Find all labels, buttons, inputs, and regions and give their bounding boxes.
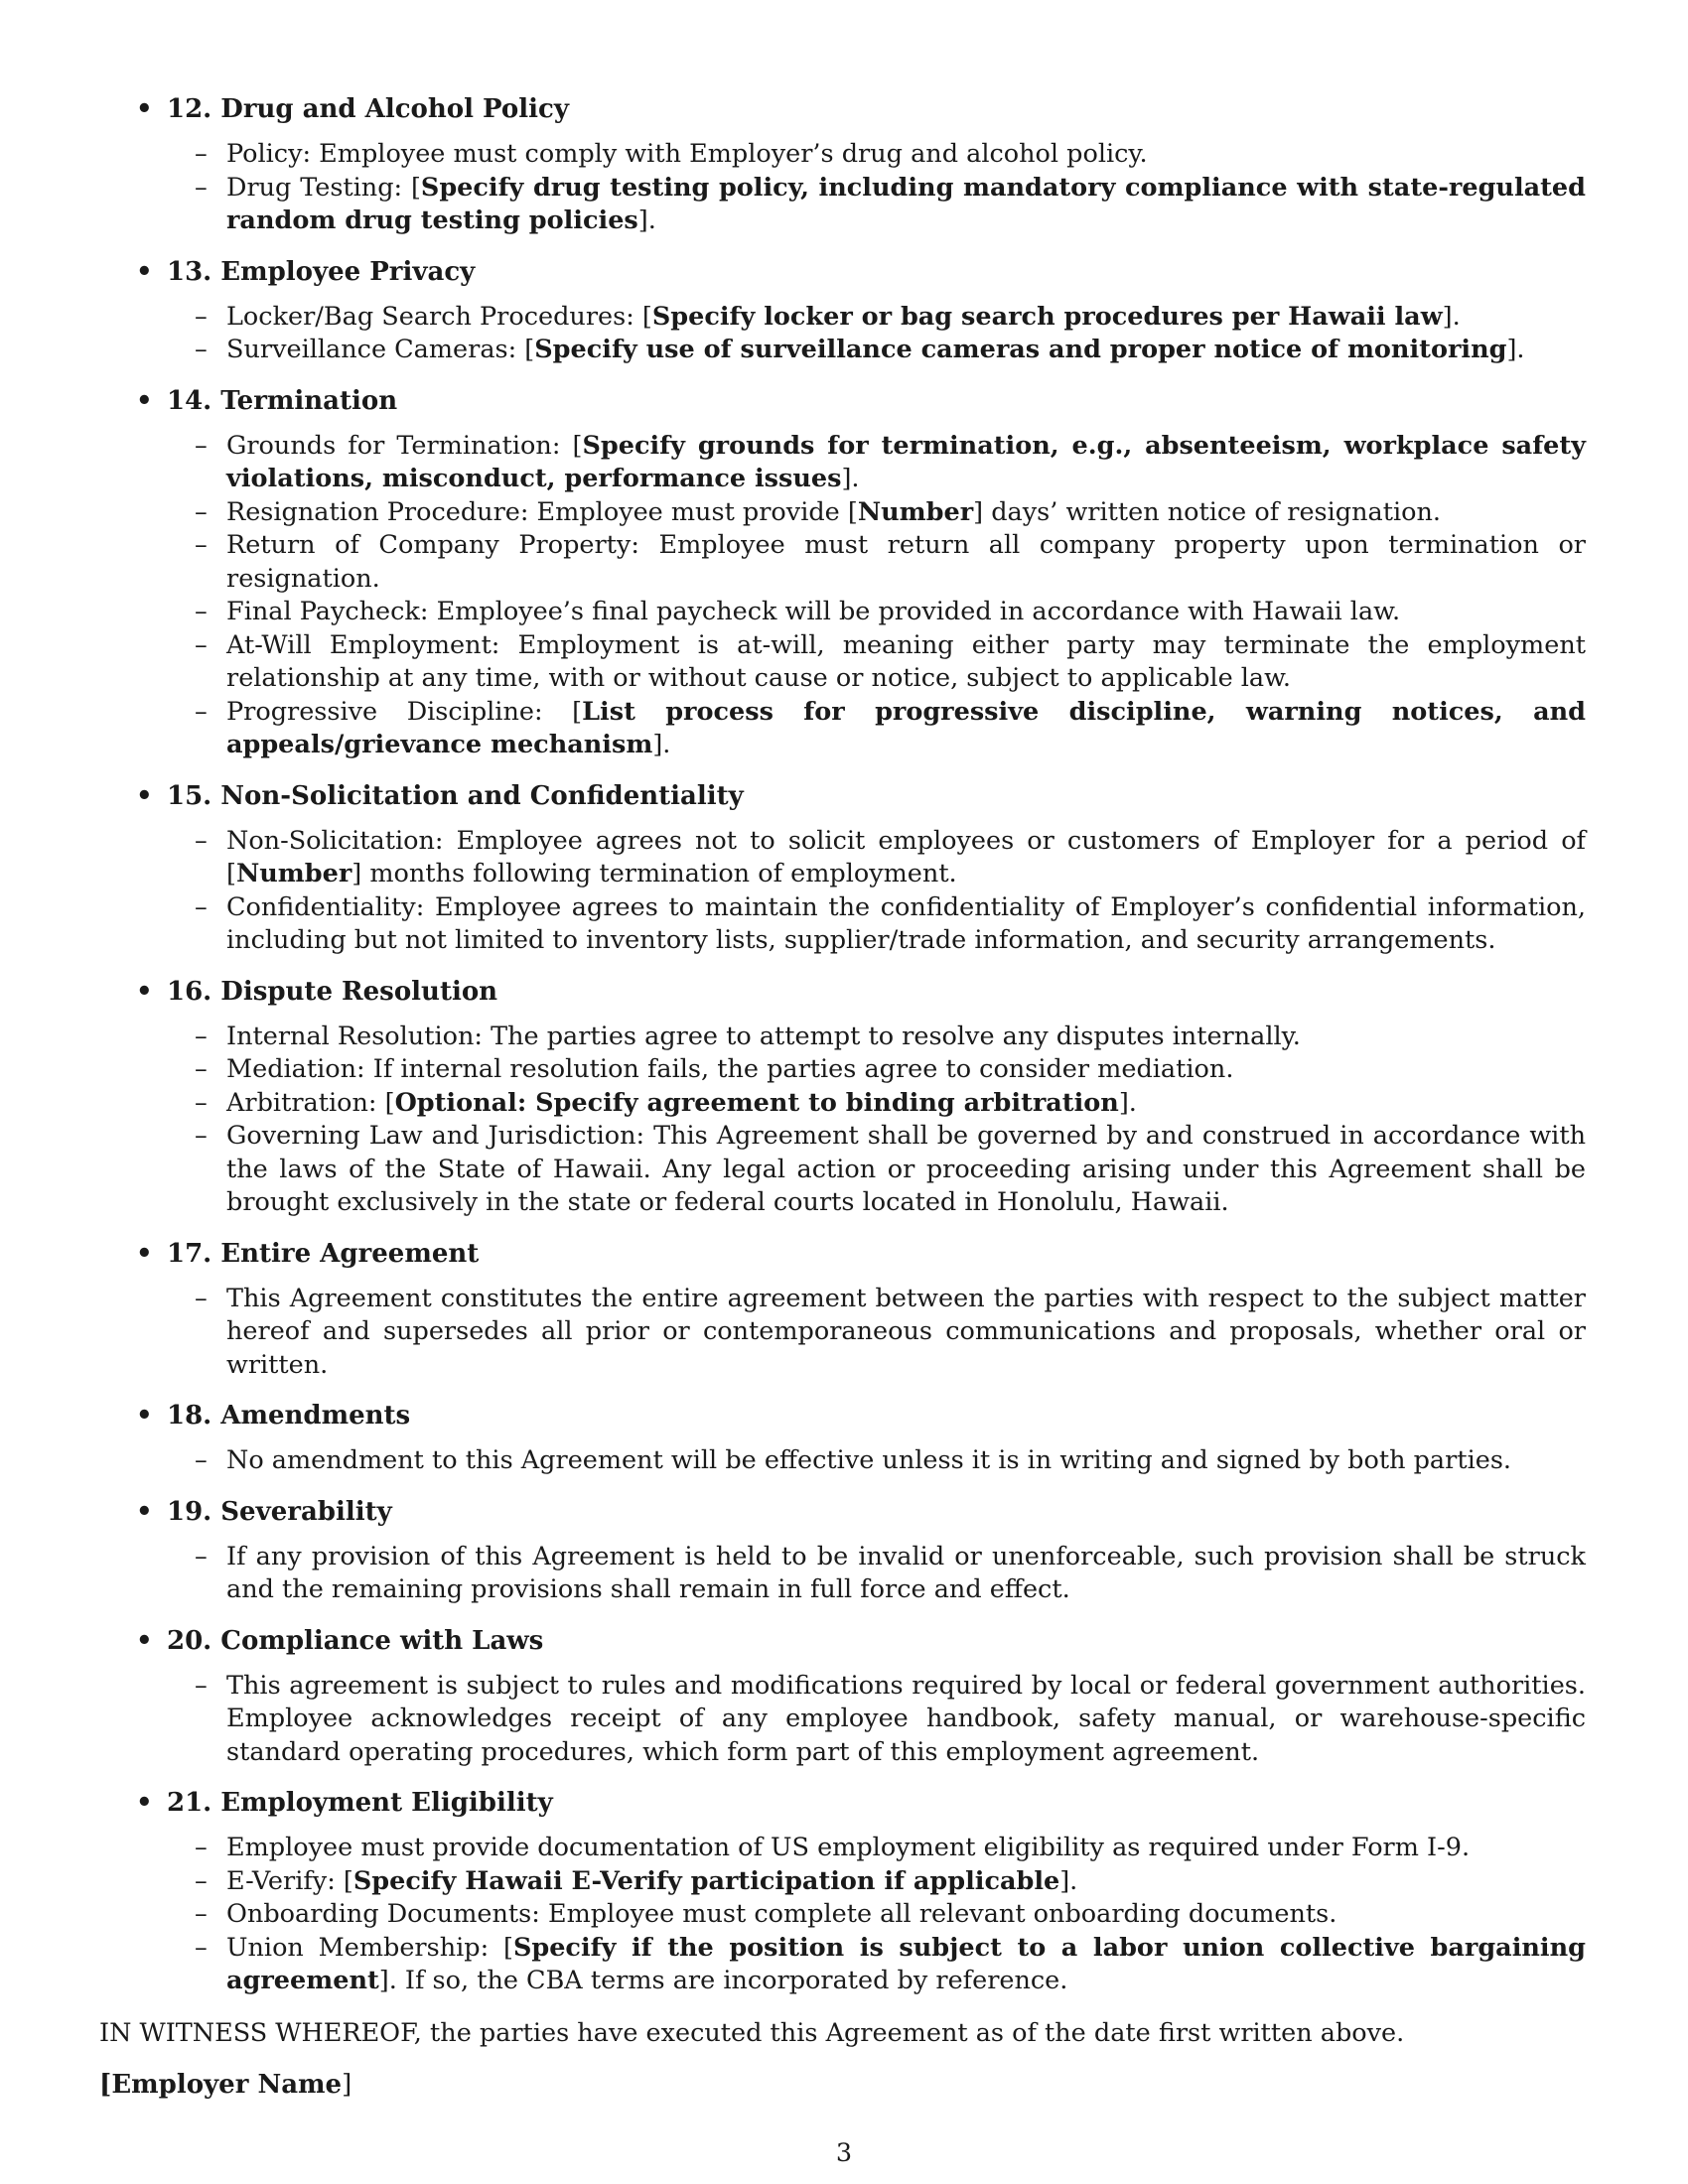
section-title: 20. Compliance with Laws — [167, 1625, 544, 1656]
placeholder-text: List process for progressive discipline, warning notices, and appeals/grievance mechanism — [226, 696, 1587, 759]
item-text: Resignation Procedure: Employee must provide [ — [226, 496, 858, 527]
item-text: ]. — [1059, 1865, 1078, 1896]
section-heading — [99, 1398, 1586, 1433]
dash-icon: – — [195, 301, 208, 332]
item-text: Locker/Bag Search Procedures: [ — [226, 301, 652, 332]
item-text: Policy: Employee must comply with Employer’s drug and alcohol policy. — [226, 139, 1148, 169]
dash-icon: – — [195, 1670, 208, 1701]
bullet-icon: • — [136, 780, 153, 811]
list-item — [99, 1670, 1586, 1770]
dash-icon: – — [195, 335, 208, 364]
placeholder-text: Specify use of surveillance cameras and proper notice of monitoring — [534, 335, 1507, 364]
employer-bracket-open: [ — [99, 2069, 112, 2100]
item-text: Drug Testing: [ — [226, 172, 421, 203]
bullet-icon: • — [136, 1496, 153, 1527]
dash-icon: – — [195, 629, 208, 660]
list-item — [99, 1283, 1586, 1383]
item-text: Surveillance Cameras: [ — [226, 335, 535, 364]
item-text: Governing Law and Jurisdiction: This Agreement shall be governed by and construed in accordance with the laws of the State of Hawaii. Any legal action or proceeding arising under this Agreement shall be brought exclusively in the state or federal courts located in Honolulu, Hawaii. — [226, 1121, 1586, 1217]
item-text: Mediation: If internal resolution fails, the parties agree to consider mediation. — [226, 1054, 1234, 1084]
section — [99, 1623, 1586, 1770]
list-item — [99, 629, 1586, 696]
section-items — [99, 301, 1586, 367]
item-text: At-Will Employment: Employment is at-will, meaning either party may terminate the employment relationship at any time, with or without cause or notice, subject to applicable law. — [226, 629, 1586, 693]
item-text: Internal Resolution: The parties agree to attempt to resolve any disputes internally. — [226, 1021, 1301, 1051]
dash-icon: – — [195, 597, 208, 626]
employer-bracket-close: ] — [342, 2069, 352, 2100]
section-title: 12. Drug and Alcohol Policy — [167, 94, 569, 124]
dash-icon: – — [195, 1087, 208, 1118]
list-item — [99, 1087, 1586, 1121]
section-heading — [99, 254, 1586, 290]
dash-icon: – — [195, 496, 208, 527]
section — [99, 1236, 1586, 1383]
dash-icon: – — [195, 1121, 208, 1151]
dash-icon: – — [195, 1833, 208, 1862]
dash-icon: – — [195, 1899, 208, 1929]
list-item — [99, 696, 1586, 762]
item-text: ]. — [637, 205, 656, 235]
list-item — [99, 529, 1586, 596]
list-item — [99, 891, 1586, 958]
section — [99, 91, 1586, 238]
bullet-icon: • — [136, 1401, 153, 1431]
placeholder-text: Specify if the position is subject to a labor union collective bargaining agreement — [226, 1932, 1586, 1995]
dash-icon: – — [195, 825, 208, 856]
list-item — [99, 825, 1586, 891]
dash-icon: – — [195, 1283, 208, 1313]
section-items — [99, 825, 1586, 958]
section-heading — [99, 1623, 1586, 1659]
list-item — [99, 496, 1586, 530]
item-text: ] days’ written notice of resignation. — [973, 496, 1442, 527]
section — [99, 254, 1586, 367]
item-text: Final Paycheck: Employee’s final paycheck will be provided in accordance with Hawaii law. — [226, 597, 1401, 626]
item-text: Confidentiality: Employee agrees to maintain the confidentiality of Employer’s confidential information, including but not limited to inventory lists, supplier/trade information, and security arrangements. — [226, 891, 1586, 955]
list-item — [99, 1053, 1586, 1087]
section-title: 15. Non-Solicitation and Confidentiality — [167, 780, 744, 811]
bullet-icon: • — [136, 94, 153, 124]
item-text: No amendment to this Agreement will be effective unless it is in writing and signed by both parties. — [226, 1445, 1512, 1475]
section-items — [99, 1670, 1586, 1770]
item-text: ]. — [652, 730, 671, 759]
section — [99, 974, 1586, 1220]
dash-icon: – — [195, 1021, 208, 1051]
section-title: 21. Employment Eligibility — [167, 1788, 553, 1818]
list-item — [99, 430, 1586, 496]
bullet-icon: • — [136, 976, 153, 1007]
section-items — [99, 1832, 1586, 1998]
item-text: ] months following termination of employment. — [352, 859, 957, 888]
sections-list — [99, 91, 1586, 1998]
item-text: Arbitration: [ — [226, 1087, 395, 1118]
section-items — [99, 1021, 1586, 1220]
employer-name: Employer Name — [111, 2069, 343, 2100]
item-text: Onboarding Documents: Employee must complete all relevant onboarding documents. — [226, 1899, 1337, 1929]
item-text: Non-Solicitation: Employee agrees not to solicit employees or customers of Employer for a period of [ — [226, 825, 1586, 888]
witness-clause: IN WITNESS WHEREOF, the parties have executed this Agreement as of the date first written above. — [99, 2017, 1405, 2048]
dash-icon: – — [195, 1054, 208, 1084]
item-text: Grounds for Termination: [ — [226, 430, 583, 461]
section-title: 18. Amendments — [167, 1401, 411, 1431]
list-item — [99, 1832, 1586, 1865]
dash-icon: – — [195, 891, 208, 922]
list-item — [99, 596, 1586, 629]
item-text: ]. — [1506, 335, 1525, 364]
item-text: Union Membership: [ — [226, 1932, 513, 1963]
section-heading — [99, 778, 1586, 814]
placeholder-text: Specify drug testing policy, including mandatory compliance with state-regulated random drug testing policies — [226, 172, 1586, 235]
bullet-icon: • — [136, 256, 153, 287]
section-items — [99, 138, 1586, 238]
list-item — [99, 1541, 1586, 1607]
bullet-icon: • — [136, 1625, 153, 1656]
section — [99, 1494, 1586, 1607]
section — [99, 1785, 1586, 1998]
dash-icon: – — [195, 1865, 208, 1896]
section-heading — [99, 383, 1586, 419]
section-items — [99, 1444, 1586, 1478]
dash-icon: – — [195, 1445, 208, 1475]
item-text: If any provision of this Agreement is held to be invalid or unenforceable, such provision shall be struck and the remaining provisions shall remain in full force and effect. — [226, 1541, 1586, 1604]
list-item — [99, 334, 1586, 367]
employer-signature-block — [99, 2068, 1586, 2102]
section-heading — [99, 91, 1586, 127]
dash-icon: – — [195, 172, 208, 203]
item-text: This agreement is subject to rules and modifications required by local or federal government authorities. Employee acknowledges receipt of any employee handbook, safety manual, or warehouse-specific standard operating procedures, which form part of this employment agreement. — [226, 1670, 1586, 1767]
section-items — [99, 1541, 1586, 1607]
placeholder-text: Specify locker or bag search procedures per Hawaii law — [651, 301, 1443, 332]
section-heading — [99, 1785, 1586, 1821]
section-items — [99, 1283, 1586, 1383]
section-heading — [99, 1236, 1586, 1272]
item-text: ]. — [841, 464, 860, 493]
list-item — [99, 301, 1586, 335]
list-item — [99, 1021, 1586, 1054]
bullet-icon: • — [136, 1788, 153, 1818]
list-item — [99, 1865, 1586, 1899]
dash-icon: – — [195, 530, 208, 560]
list-item — [99, 172, 1586, 238]
list-item — [99, 138, 1586, 172]
bullet-icon: • — [136, 1238, 153, 1269]
dash-icon: – — [195, 430, 208, 461]
section-title: 14. Termination — [167, 385, 398, 416]
item-text: ]. — [1442, 301, 1461, 332]
placeholder-text: Optional: Specify agreement to binding arbitration — [394, 1087, 1119, 1118]
item-text: Employee must provide documentation of US employment eligibility as required under Form I-9. — [226, 1833, 1471, 1862]
bullet-icon: • — [136, 385, 153, 416]
document-page — [99, 91, 1586, 2102]
dash-icon: – — [195, 139, 208, 169]
item-text: ]. If so, the CBA terms are incorporated by reference. — [378, 1966, 1068, 1995]
page-number: 3 — [835, 2138, 853, 2168]
section — [99, 778, 1586, 958]
placeholder-text: Specify Hawaii E-Verify participation if applicable — [352, 1865, 1060, 1896]
list-item — [99, 1932, 1586, 1998]
dash-icon: – — [195, 1932, 208, 1963]
item-text: E-Verify: [ — [226, 1865, 353, 1896]
item-text: Return of Company Property: Employee must return all company property upon termination or resignation. — [226, 530, 1586, 594]
section — [99, 383, 1586, 762]
section-title: 13. Employee Privacy — [167, 256, 476, 287]
item-text: This Agreement constitutes the entire agreement between the parties with respect to the subject matter hereof and supersedes all prior or contemporaneous communications and proposals, whether oral or written. — [226, 1283, 1586, 1380]
section-heading — [99, 974, 1586, 1010]
placeholder-text: Number — [857, 496, 974, 527]
placeholder-text: Number — [235, 859, 352, 888]
section-items — [99, 430, 1586, 762]
section-title: 16. Dispute Resolution — [167, 976, 498, 1007]
placeholder-text: Specify grounds for termination, e.g., absenteeism, workplace safety violations, misconduct, performance issues — [226, 430, 1586, 493]
item-text: ]. — [1118, 1087, 1137, 1118]
list-item — [99, 1120, 1586, 1220]
list-item — [99, 1898, 1586, 1932]
item-text: Progressive Discipline: [ — [226, 696, 583, 727]
section-heading — [99, 1494, 1586, 1530]
dash-icon: – — [195, 1541, 208, 1571]
section — [99, 1398, 1586, 1478]
list-item — [99, 1444, 1586, 1478]
section-title: 17. Entire Agreement — [167, 1238, 480, 1269]
section-title: 19. Severability — [167, 1496, 392, 1527]
dash-icon: – — [195, 696, 208, 727]
